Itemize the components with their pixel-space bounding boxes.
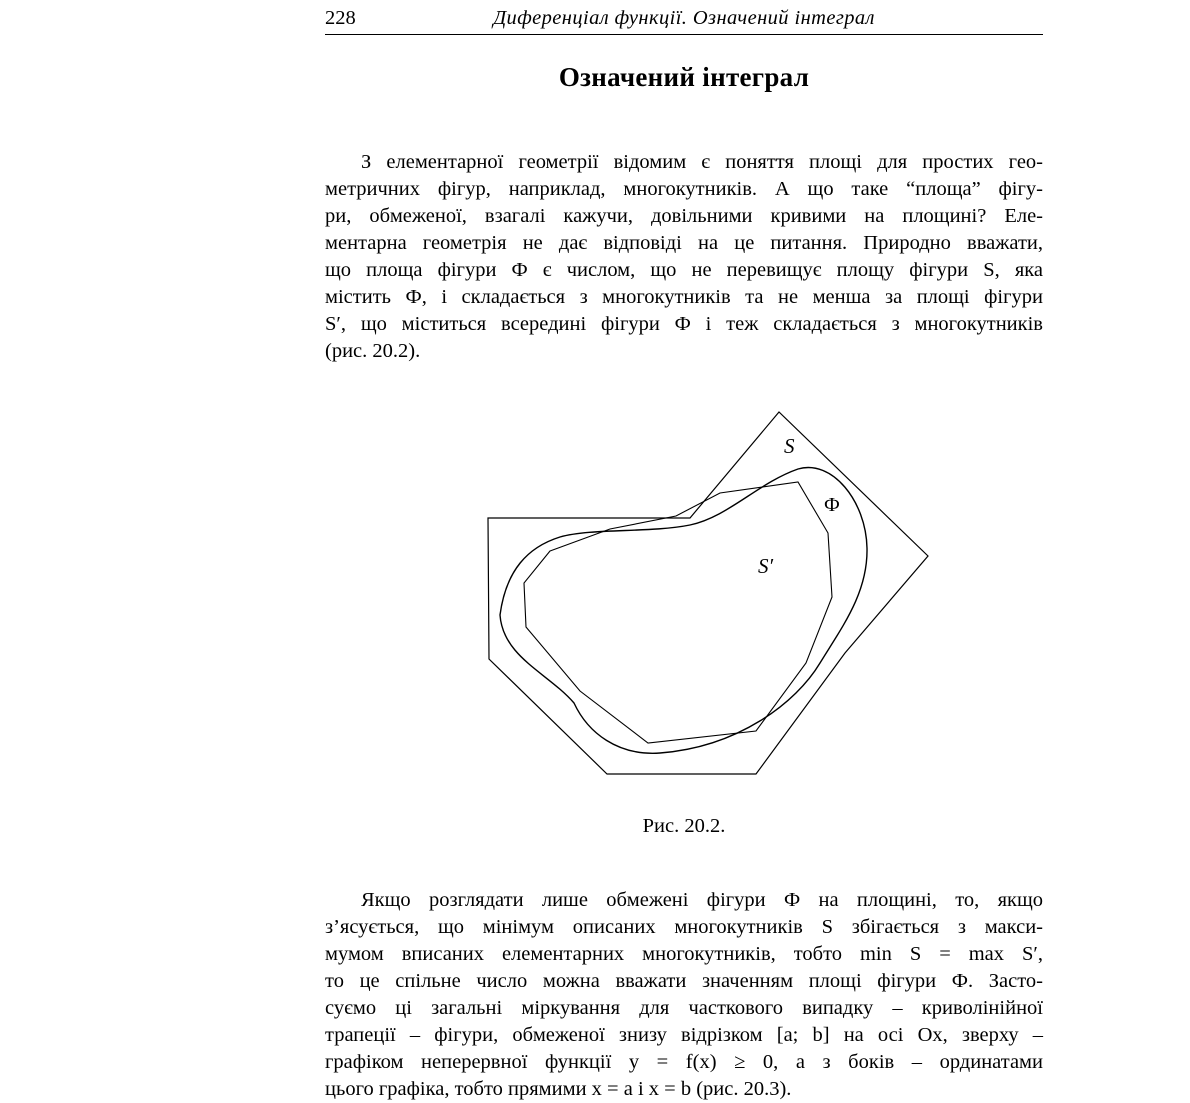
- page-header: [325, 0, 1043, 32]
- text-line: містить Ф, і складається з многокутників та не менша за площі фігури: [325, 286, 1043, 308]
- inner-polygon-shape: [524, 482, 832, 743]
- text-line: Якщо розглядати лише обмежені фігури Ф на площині, то, якщо: [361, 889, 1043, 911]
- page-number: 228: [325, 7, 356, 29]
- figure-drawing: [480, 405, 940, 795]
- label-inner-polygon: S′: [758, 554, 774, 578]
- text-line: трапеції – фігури, обмеженої знизу відрізком [a; b] на осі Ox, зверху –: [325, 1024, 1043, 1046]
- running-title: Диференціал функції. Означений інтеграл: [493, 7, 875, 29]
- text-line: метричних фігур, наприклад, многокутників. А що таке “площа” фігу-: [325, 178, 1043, 200]
- text-line: цього графіка, тобто прямими x = a і x = b (рис. 20.3).: [325, 1078, 792, 1100]
- text-line: ментарна геометрія не дає відповіді на це питання. Природно вважати,: [325, 232, 1043, 254]
- text-line: то це спільне число можна вважати значенням площі фігури Ф. Засто-: [325, 970, 1043, 992]
- text-line: З елементарної геометрії відомим є поняття площі для простих гео-: [361, 151, 1043, 173]
- paragraph-1: [325, 149, 1043, 365]
- text-line: що площа фігури Ф є числом, що не перевищує площу фігури S, яка: [325, 259, 1043, 281]
- text-line: суємо ці загальні міркування для часткового випадку – криволінійної: [325, 997, 1043, 1019]
- page-title: Означений інтеграл: [558, 62, 810, 92]
- label-outer-polygon: S: [784, 434, 795, 458]
- label-curve-phi: Ф: [824, 494, 840, 516]
- figure-20-2: [325, 405, 1043, 795]
- figure-caption: Рис. 20.2.: [642, 815, 726, 837]
- text-line: графіком неперервної функції y = f(x) ≥ 0, а з боків – ординатами: [325, 1051, 1043, 1073]
- text-line: (рис. 20.2).: [325, 340, 421, 362]
- text-line: мумом вписаних елементарних многокутників, тобто min S = max S′,: [325, 943, 1043, 965]
- text-line: S′, що міститься всередині фігури Ф і теж складається з многокутників: [325, 313, 1043, 335]
- outer-polygon-shape: [488, 412, 928, 774]
- text-block: [325, 0, 1043, 1103]
- paragraph-2: [325, 887, 1043, 1103]
- header-rule: [325, 34, 1043, 35]
- text-line: з’ясується, що мінімум описаних многокутників S збігається з макси-: [325, 916, 1043, 938]
- curve-phi-shape: [500, 468, 867, 754]
- text-line: ри, обмеженої, взагалі кажучи, довільними кривими на площині? Еле-: [325, 205, 1043, 227]
